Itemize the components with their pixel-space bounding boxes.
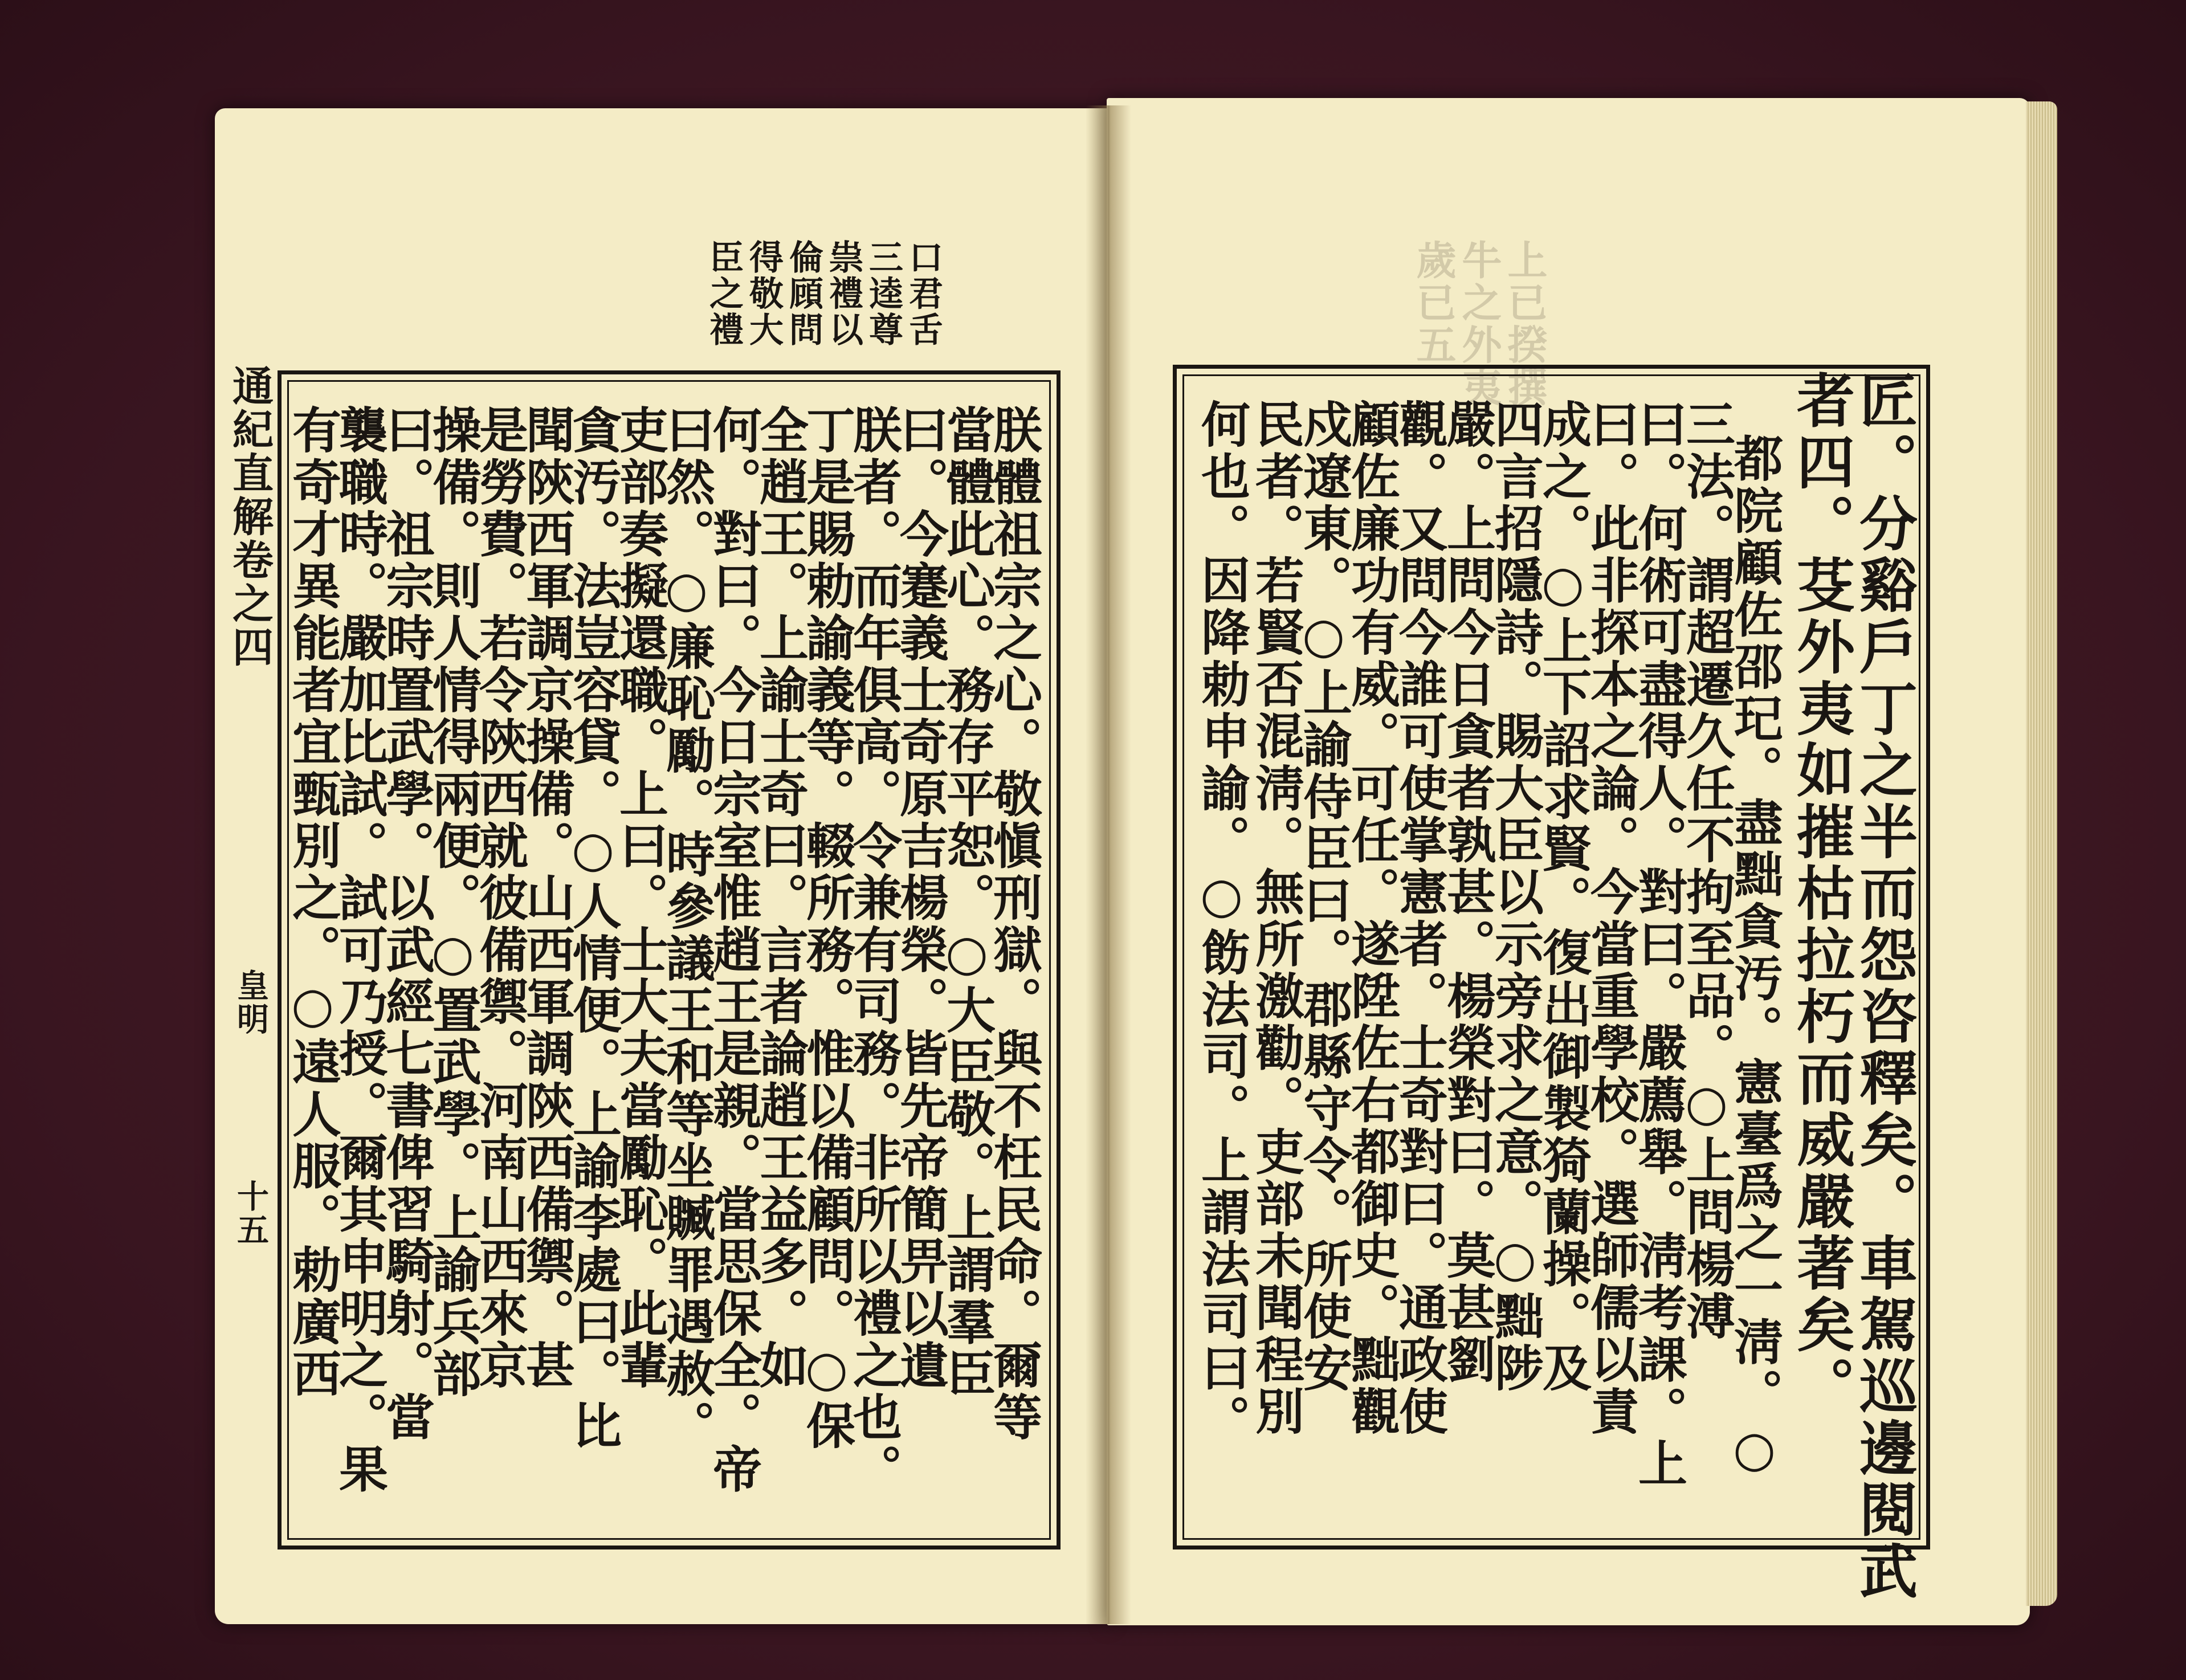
text-column: 朕體祖宗之心。敬愼刑獄。與不枉民命。爾等 — [985, 405, 1042, 1444]
text-column: 顧佐廉功有威。可任。遂陞佐右都御史。黜觀 — [1343, 399, 1400, 1438]
main-text-column: 者四。芟外夷如摧枯拉朽而威嚴著矣。 — [1787, 370, 1855, 1418]
text-column: 都院顧佐邵玘。盡黜貪汚。憲臺爲之一淸。○ — [1726, 433, 1783, 1481]
text-column: 吏部奏擬還職。上曰。士大夫當勵恥。此輩 — [611, 405, 668, 1392]
text-column: 朕者。而年俱高。令兼有司務。非所以禮之也。 — [845, 405, 902, 1496]
header-note-col: 得敬大 — [744, 239, 784, 348]
text-column: 全趙王。上諭士奇曰。言者論趙王益多。如 — [751, 405, 809, 1392]
text-column: 曰然。○廉恥勵。時參議王和等坐贓罪遇赦。 — [658, 405, 715, 1453]
text-column: 三法。謂超遷久任不拘至品。○上問楊溥 — [1678, 399, 1735, 1343]
page-edges — [2026, 101, 2057, 1606]
bleed-through-text: 歲已五 — [1410, 239, 1457, 366]
text-column: 何也。因降勅申諭。○飭法司。上謂法司曰。 — [1193, 399, 1250, 1447]
text-column: 何。對曰。今日宗室惟趙王是親。當思保全。帝 — [704, 405, 762, 1496]
text-column: 成之。○上下詔求賢。復出御製猗蘭操。及 — [1534, 399, 1592, 1395]
text-column: 嚴。上問今日貪者孰甚。楊榮對曰。莫甚劉 — [1438, 399, 1496, 1387]
text-column: 戍遼東。○上諭侍臣曰。郡縣守令。所使安 — [1295, 399, 1352, 1395]
header-note-col: 口君舌 — [903, 239, 943, 348]
margin-dynasty: 皇明 — [232, 969, 270, 1037]
text-column: 貪汚。法豈容貸。○人情便。上諭李處曰。比 — [564, 405, 622, 1453]
text-column: 丁是賜勅諭義等。輟所務。惟以備顧問。○保 — [798, 405, 855, 1453]
margin-folio: 十五 — [232, 1180, 270, 1247]
header-note-col: 三逵尊 — [863, 239, 903, 348]
header-note-col: 臣之禮 — [704, 239, 744, 348]
main-text-column: 匠。分谿戶丁之半而怨咨釋矣。車駕巡邊閱武 — [1850, 370, 1918, 1603]
text-column: 是勞費。若令陝西就彼備禦。河南山西來京 — [471, 405, 528, 1392]
book-gutter — [1086, 105, 1131, 1624]
text-column: 有奇才異能者宜甄別之。○遠人服。勅廣西 — [284, 405, 341, 1401]
header-note-col: 倫頋問 — [784, 239, 823, 348]
header-note-col: 祟禮以 — [823, 239, 863, 348]
text-column: 曰。此非探本之論。今當重學校。選師儒以責 — [1582, 399, 1640, 1438]
text-column: 曰。今蹇義士奇原吉楊榮。皆先帝簡畀以遺 — [891, 405, 949, 1392]
text-column: 襲職時。嚴加比試。試可乃授。爾其申明之。果 — [331, 405, 388, 1496]
text-column: 曰。何術可盡得人。對曰。嚴薦舉。淸考課。上 — [1630, 399, 1687, 1490]
margin-title: 通紀直解卷之四 — [226, 365, 274, 670]
text-column: 觀。又問今誰可使掌憲者。士奇對曰。通政使 — [1390, 399, 1448, 1438]
bleed-through-text: 牛之外夷 — [1455, 239, 1503, 409]
bleed-through-text: 上已揆撰 — [1501, 239, 1548, 409]
text-column: 操備。則人情得兩便。○置武學。上諭兵部 — [424, 405, 482, 1401]
text-column: 當體此心。務存平恕。○大臣敬。上謂羣臣 — [938, 405, 996, 1401]
text-column: 曰。祖宗時置武學。以武經七書俾習騎射。當 — [377, 405, 435, 1444]
text-column: 民者。若賢否混淸。無所激勸。吏部未聞程別 — [1247, 399, 1304, 1438]
text-column: 聞陝西軍調京操備。山西軍調陝西備禦。甚 — [517, 405, 575, 1392]
text-column: 四言招隱詩。賜大臣以示旁求之意。○黜陟 — [1486, 399, 1544, 1395]
